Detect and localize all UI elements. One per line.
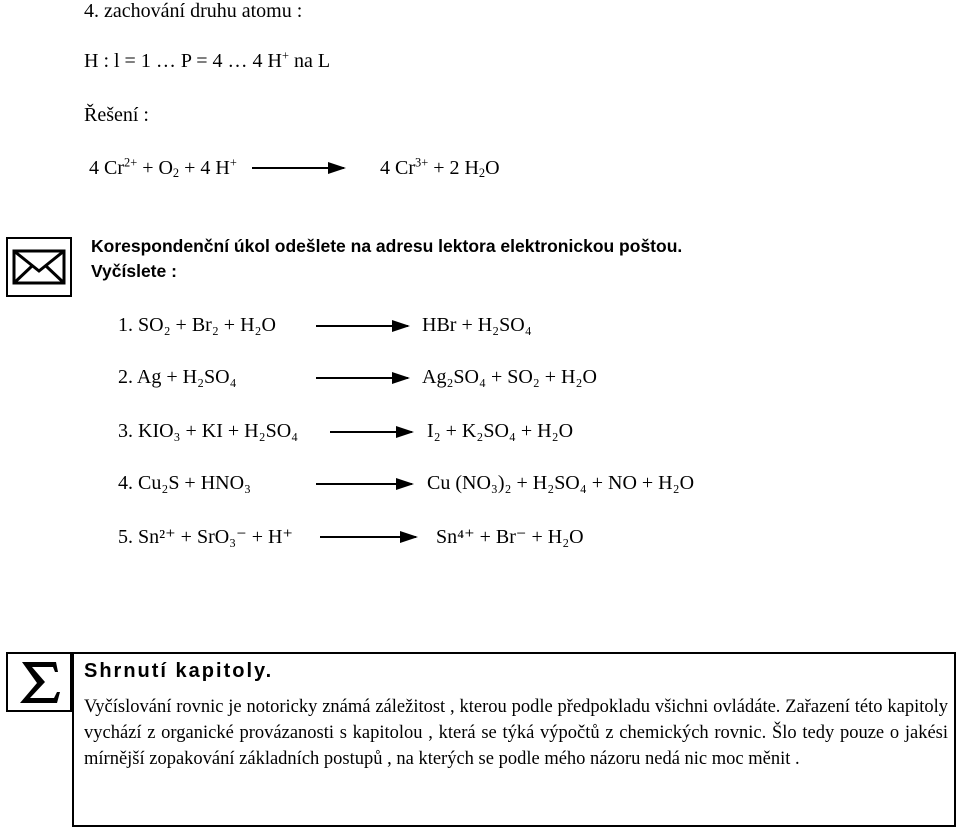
- equation-1-right: HBr + H₂SO₄: [422, 314, 532, 336]
- ratio-text: H : l = 1 … P = 4 … 4 H: [84, 50, 282, 72]
- equation-4-right: Cu (NO₃)₂ + H₂SO₄ + NO + H₂O: [427, 472, 695, 494]
- equation-5-right: Sn⁴⁺ + Br⁻ + H₂O: [436, 526, 584, 548]
- arrow-3: [330, 431, 412, 433]
- envelope-icon: [6, 237, 72, 297]
- arrow-2: [316, 377, 408, 379]
- summary-text: Vyčíslování rovnic je notoricky známá záležitost , kterou podle předpokladu všichni ovládáte. Zařazení této kapitoly vychází z organické provázanosti s kapitolou , která se týká výpočtů z chemických rovnic. Šlo tedy pouze o jakési mírnější zopakování základních postupů , na kterých se podle mého názoru nedá nic moc měnit .: [84, 697, 948, 769]
- reaction-arrow: [252, 167, 344, 169]
- arrow-5: [320, 536, 416, 538]
- ratio-tail: na L: [288, 50, 331, 72]
- equation-3-left: 3. KIO₃ + KI + H₂SO₄: [118, 420, 299, 442]
- summary-title: Shrnutí kapitoly.: [84, 660, 274, 682]
- equation-2-right: Ag₂SO₄ + SO₂ + H₂O: [422, 366, 597, 388]
- equation-4-left: 4. Cu₂S + HNO₃: [118, 472, 252, 494]
- ratio-line: [84, 50, 330, 73]
- sigma-icon: [6, 652, 72, 712]
- ratio-sup: +: [281, 48, 289, 63]
- task-line-2: Vyčíslete :: [91, 261, 177, 281]
- equation-3-right: I₂ + K₂SO₄ + H₂O: [427, 420, 574, 442]
- arrow-1: [316, 325, 408, 327]
- task-line-1: Korespondenční úkol odešlete na adresu lektora elektronickou poštou.: [91, 236, 683, 256]
- equation-2-left: 2. Ag + H₂SO₄: [118, 366, 237, 388]
- solution-equation-left: 4 $Cr^{2+} + O_2 + 4$ H+: [89, 155, 237, 181]
- solution-label: Řešení :: [84, 104, 149, 126]
- arrow-4: [316, 483, 412, 485]
- solution-equation-right: 4 $Cr^{3+} + 2$ $H_2O$: [380, 155, 500, 181]
- equation-5-left: 5. Sn²⁺ + SrO₃⁻ + H⁺: [118, 526, 293, 548]
- section-heading: 4. zachování druhu atomu :: [84, 0, 303, 22]
- equation-1-left: 1. SO₂ + Br₂ + H₂O: [118, 314, 276, 336]
